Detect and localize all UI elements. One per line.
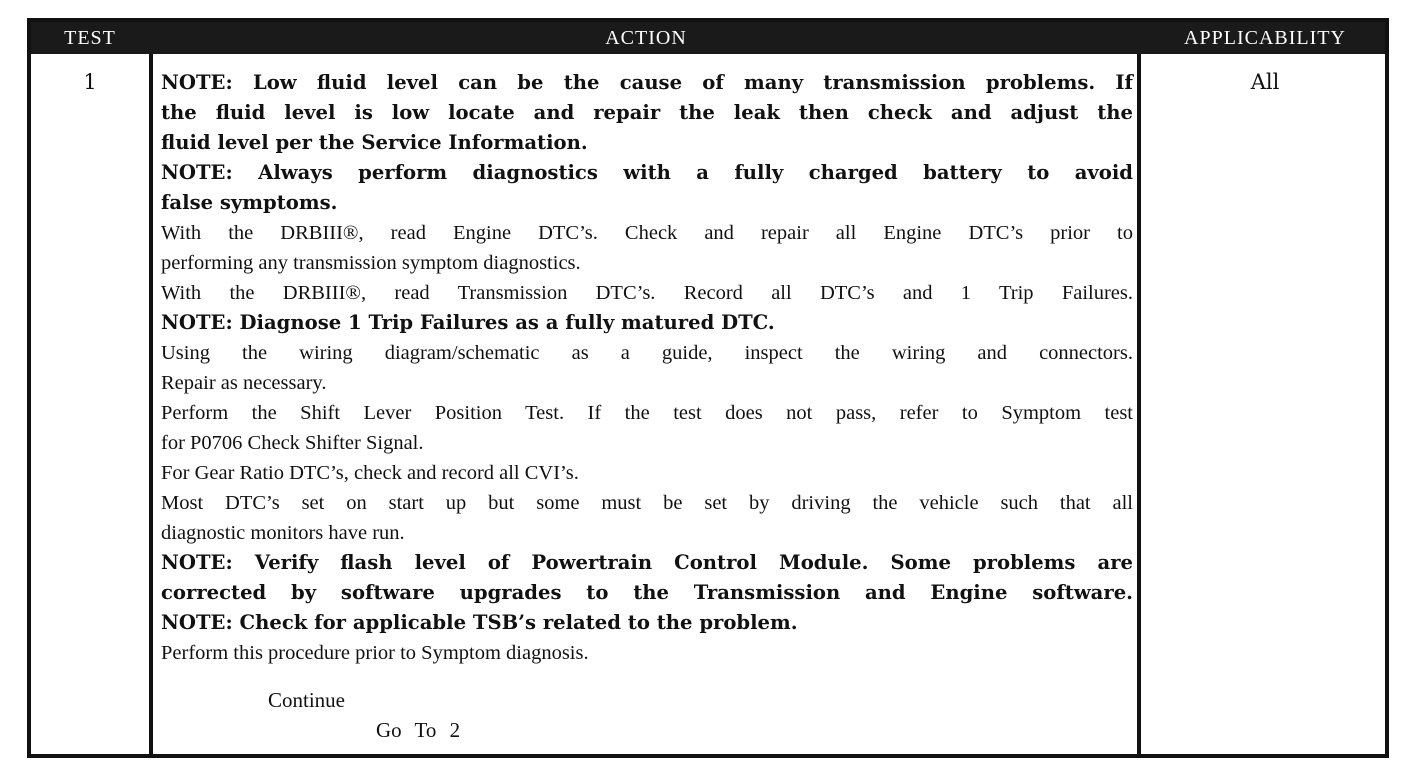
- action-line: NOTE: Diagnose 1 Trip Failures as a fully matured DTC.: [161, 311, 775, 334]
- column-divider: [149, 54, 153, 754]
- action-line: Perform this procedure prior to Symptom diagnosis.: [161, 642, 589, 664]
- test-number: 1: [83, 70, 97, 94]
- action-line: Using the wiring diagram/schematic as a guide, inspect the wiring and connectors.: [161, 342, 1133, 364]
- column-divider: [1137, 54, 1141, 754]
- action-line: fluid level per the Service Information.: [161, 131, 588, 154]
- continue-label: Continue: [268, 688, 345, 712]
- action-line: the fluid level is low locate and repair the leak then check and adjust the: [161, 101, 1133, 124]
- diagnostic-test-table: [27, 18, 1389, 758]
- header-action: ACTION: [605, 27, 687, 49]
- action-line: corrected by software upgrades to the Transmission and Engine software.: [161, 581, 1133, 604]
- header-test: TEST: [64, 27, 116, 49]
- action-line: Repair as necessary.: [161, 372, 327, 394]
- action-line: false symptoms.: [161, 191, 338, 214]
- action-line: NOTE: Verify flash level of Powertrain Control Module. Some problems are: [161, 551, 1133, 574]
- action-line: diagnostic monitors have run.: [161, 522, 405, 544]
- applicability-value: All: [1250, 70, 1280, 94]
- action-line: With the DRBIII®, read Transmission DTC’s. Record all DTC’s and 1 Trip Failures.: [161, 282, 1133, 304]
- action-text: [161, 68, 1133, 668]
- action-line: NOTE: Check for applicable TSB’s related to the problem.: [161, 611, 798, 634]
- action-line: Perform the Shift Lever Position Test. If the test does not pass, refer to Symptom test: [161, 402, 1133, 424]
- action-line: NOTE: Always perform diagnostics with a fully charged battery to avoid: [161, 161, 1133, 184]
- table-header: [31, 22, 1385, 54]
- action-line: NOTE: Low fluid level can be the cause of many transmission problems. If: [161, 71, 1133, 94]
- action-line: for P0706 Check Shifter Signal.: [161, 432, 424, 454]
- header-applicability: APPLICABILITY: [1184, 27, 1346, 49]
- action-line: Most DTC’s set on start up but some must be set by driving the vehicle such that all: [161, 492, 1133, 514]
- action-line: performing any transmission symptom diagnostics.: [161, 252, 581, 274]
- goto-step-link[interactable]: Go To 2: [376, 718, 461, 742]
- action-line: With the DRBIII®, read Engine DTC’s. Check and repair all Engine DTC’s prior to: [161, 222, 1133, 244]
- action-line: For Gear Ratio DTC’s, check and record all CVI’s.: [161, 462, 579, 484]
